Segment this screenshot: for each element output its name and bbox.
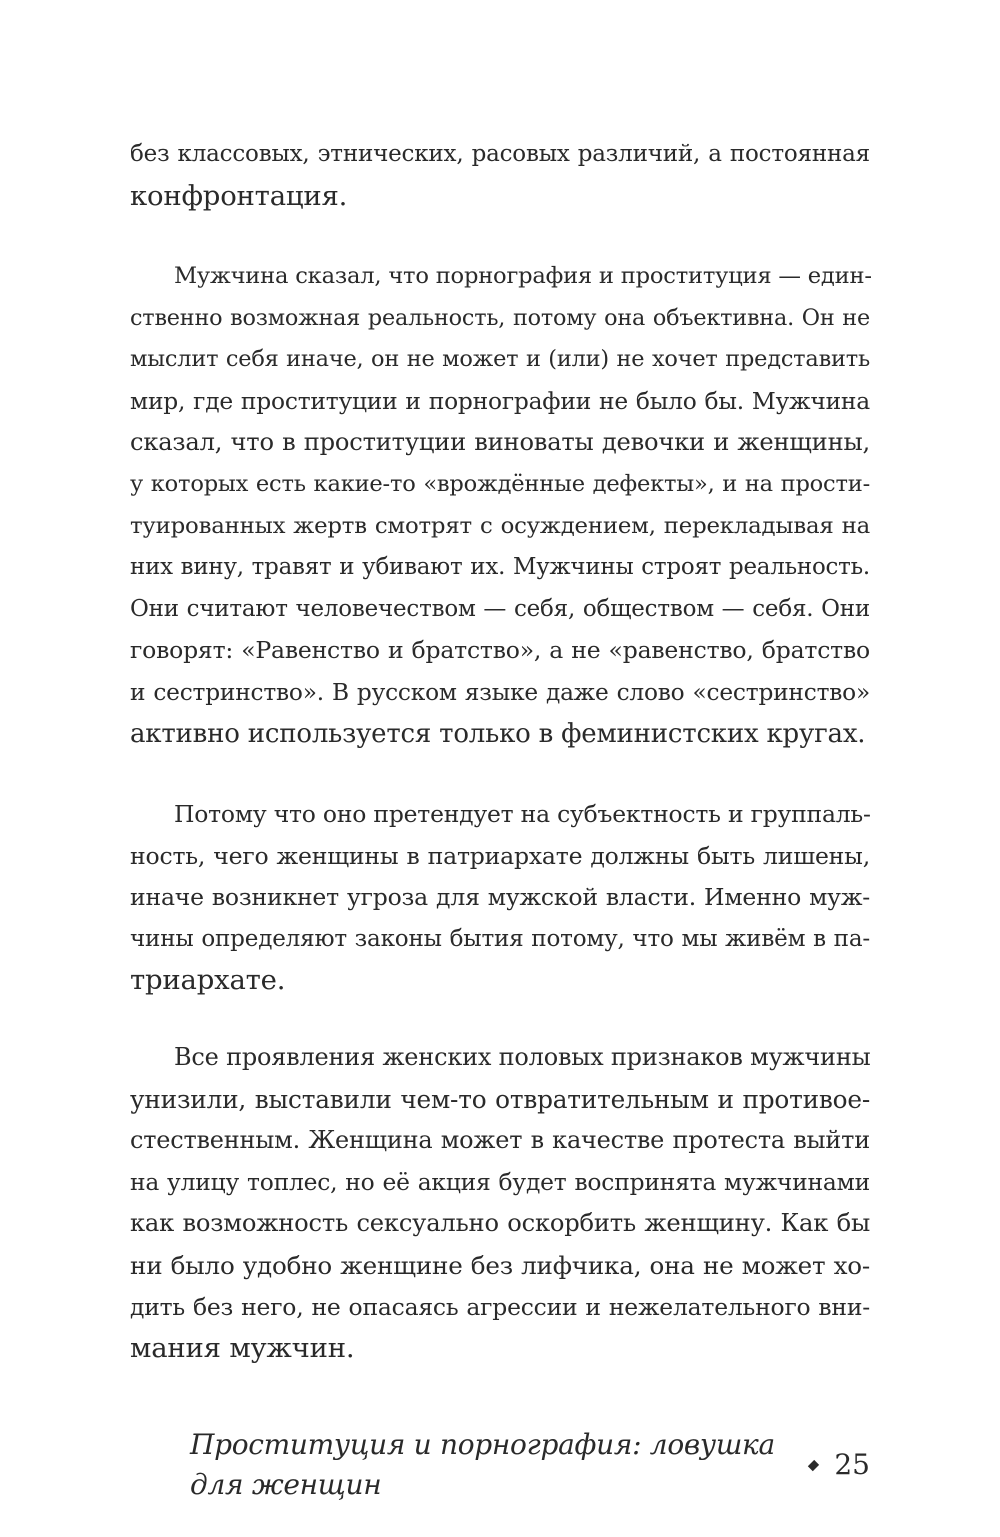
page-footer: [190, 1425, 870, 1505]
text-line: говорят: «Равенство и братство», а не «равенство, братство: [130, 636, 870, 665]
text-line: унизили, выставили чем-то отвратительным и противое-: [130, 1084, 870, 1114]
text-line: сказал, что в проституции виноваты девочки и женщины,: [130, 428, 870, 457]
text-line: Потому что оно претендует на субъектность и группаль-: [174, 800, 871, 828]
text-line: ственно возможная реальность, потому она объективна. Он не: [130, 304, 870, 331]
text-line: них вину, травят и убивают их. Мужчины строят реальность.: [130, 554, 870, 581]
text-line: триархате.: [130, 964, 286, 997]
text-line: дить без него, не опасаясь агрессии и нежелательного вни-: [130, 1292, 870, 1321]
text-line: иначе возникнет угроза для мужской власти. Именно муж-: [130, 883, 870, 912]
text-line: без классовых, этнических, расовых различий, а постоянная: [130, 141, 870, 167]
text-line: ни было удобно женщине без лифчика, она не может хо-: [130, 1250, 870, 1280]
text-line: и сестринство». В русском языке даже слово «сестринство»: [130, 678, 870, 706]
text-line: туированных жертв смотрят с осуждением, перекладывая на: [130, 512, 870, 539]
text-line: активно используется только в феминистских кругах.: [130, 718, 866, 749]
paragraph-2: [130, 256, 870, 755]
text-line: на улицу топлес, но её акция будет воспринята мужчинами: [130, 1167, 870, 1196]
text-line: как возможность сексуально оскорбить женщину. Как бы: [130, 1209, 870, 1238]
text-line: Мужчина сказал, что порнография и проституция — един-: [174, 263, 872, 289]
text-line: мыслит себя иначе, он не может и (или) не хочет представить: [130, 346, 870, 373]
text-line: стественным. Женщина может в качестве протеста выйти: [130, 1126, 870, 1155]
paragraph-1: [130, 134, 870, 217]
text-line: Все проявления женских половых признаков мужчины: [174, 1043, 871, 1071]
text-line: Они считают человечеством — себя, обществом — себя. Они: [130, 595, 870, 622]
text-line: у которых есть какие-то «врождённые дефекты», и на прости-: [130, 470, 870, 497]
text-line: мир, где проституции и порнографии не было бы. Мужчина: [130, 386, 870, 415]
paragraph-4: [130, 1037, 870, 1370]
running-title: Проституция и порнография: ловушка для женщин: [190, 1428, 775, 1501]
page-number: 25: [834, 1448, 870, 1481]
text-line: мания мужчин.: [130, 1332, 355, 1365]
diamond-ornament-icon: [807, 1459, 818, 1470]
text-line: ность, чего женщины в патриархате должны быть лишены,: [130, 841, 870, 870]
paragraph-3: [130, 794, 870, 1002]
text-line: чины определяют законы бытия потому, что мы живём в па-: [130, 925, 870, 952]
text-line: конфронтация.: [130, 179, 348, 212]
